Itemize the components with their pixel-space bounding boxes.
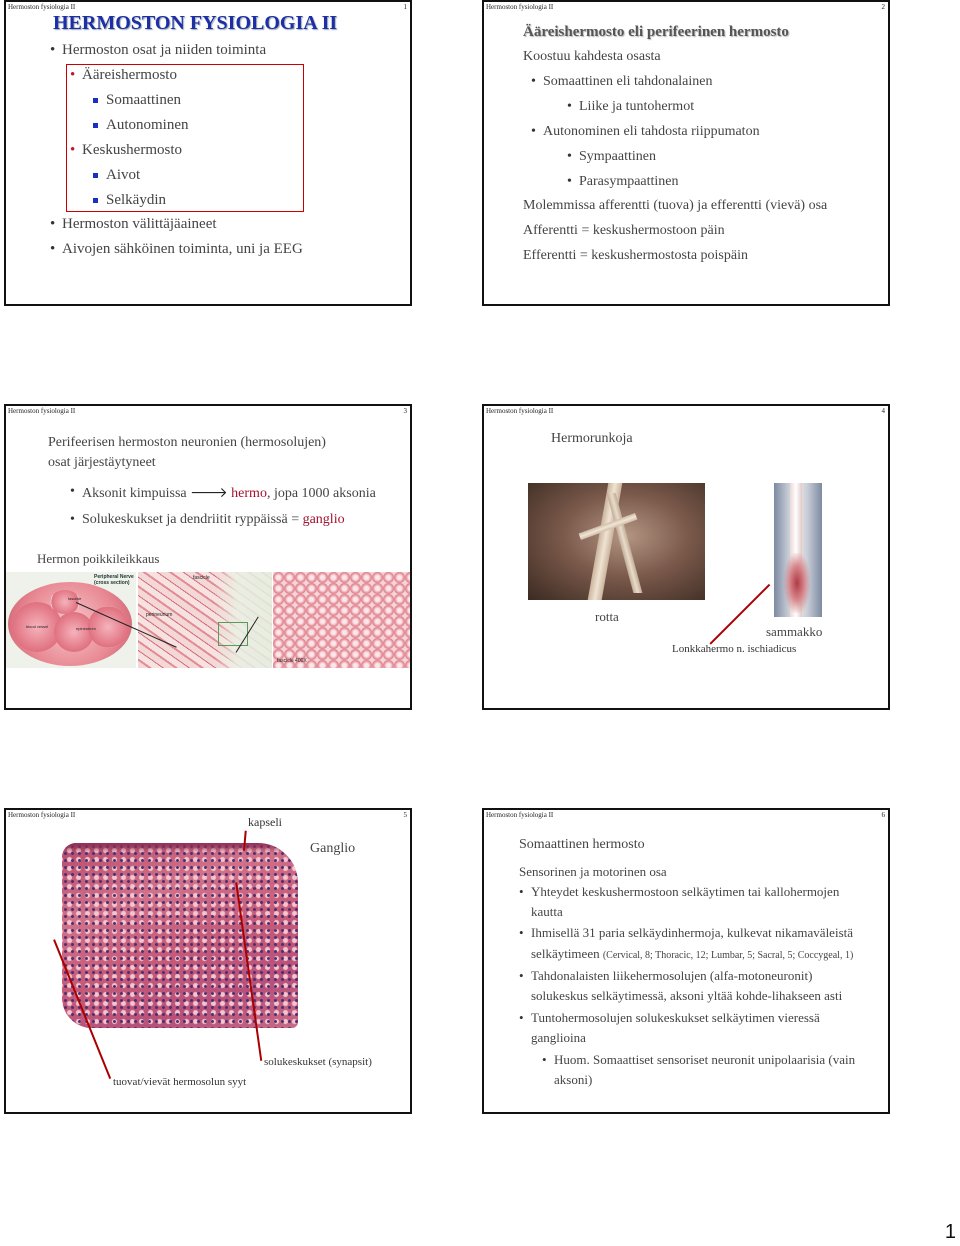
- slide-header: Hermoston fysiologia II: [486, 3, 554, 11]
- bullet: • Hermoston osat ja niiden toiminta: [62, 42, 266, 59]
- label-capsule: kapseli: [248, 815, 282, 829]
- label-cells: solukeskukset (synapsit): [264, 1056, 372, 1068]
- slide-header: Hermoston fysiologia II: [486, 407, 554, 415]
- label-frog: sammakko: [766, 624, 823, 639]
- bullet-continuation: kautta: [531, 904, 563, 919]
- slide-title: Ganglio: [310, 841, 356, 856]
- slide-4: [482, 404, 890, 710]
- bullet: • Ihmisellä 31 paria selkäydinhermoja, kulkevat nikamaväleistä: [531, 925, 853, 941]
- image-caption: Lonkkahermo n. ischiadicus: [672, 643, 797, 655]
- pointer-line: [709, 584, 769, 644]
- slide-1: [4, 0, 412, 306]
- ganglion-histology-image: [62, 843, 298, 1028]
- slide-6: [482, 808, 890, 1114]
- slide-number: 6: [881, 811, 885, 819]
- bullet-text: Aksonit kimpuissa: [82, 486, 191, 501]
- frog-nerve-photo: [774, 483, 822, 617]
- figure-label: fascicle: [193, 575, 210, 581]
- bullet: Aivot: [106, 167, 141, 183]
- fascicle-histology-image: [138, 572, 272, 668]
- slide-title-line2: osat järjestäytyneet: [48, 455, 156, 470]
- arrow-icon: 🡒: [190, 486, 228, 501]
- figure-label: blood vessel: [26, 624, 49, 629]
- bullet-text: selkäytimeen: [531, 946, 600, 961]
- slide-title: HERMOSTON FYSIOLOGIA II: [53, 12, 338, 34]
- rat-nerve-photo: [528, 483, 705, 600]
- bullet: Autonominen: [106, 117, 189, 133]
- figure-label: epineurium: [76, 626, 96, 631]
- slide-title: Somaattinen hermosto: [519, 837, 645, 852]
- bullet: • Sympaattinen: [579, 149, 656, 165]
- figure-label: fascicle: [68, 596, 82, 601]
- bullet: • Ääreishermosto: [82, 67, 177, 84]
- bullet: • Somaattinen eli tahdonalainen: [543, 74, 713, 90]
- figure-caption: Hermon poikkileikkaus: [37, 551, 160, 566]
- subtitle: Sensorinen ja motorinen osa: [519, 864, 667, 879]
- slide-header: Hermoston fysiologia II: [8, 407, 76, 415]
- slide-2: [482, 0, 890, 306]
- slide-number: 5: [403, 811, 407, 819]
- bullet: Somaattinen: [106, 92, 181, 108]
- bullet: [82, 484, 376, 502]
- slide-number: 4: [881, 407, 885, 415]
- text-line: Efferentti = keskushermostosta poispäin: [523, 248, 748, 263]
- bullet: • Tuntohermosolujen solukeskukset selkäytimen vieressä: [531, 1010, 820, 1026]
- slide-title: Hermorunkoja: [551, 431, 633, 446]
- slide-header: Hermoston fysiologia II: [486, 811, 554, 819]
- slide-header: Hermoston fysiologia II: [8, 811, 76, 819]
- highlight-term: hermo: [231, 486, 267, 501]
- bullet-continuation: ganglioina: [531, 1030, 586, 1045]
- figure-label: fascicle 400X: [277, 658, 307, 664]
- text-line: Koostuu kahdesta osasta: [523, 49, 661, 64]
- slide-5: [4, 808, 412, 1114]
- bullet: Selkäydin: [106, 192, 166, 208]
- slide-title-line1: Perifeerisen hermoston neuronien (hermosolujen): [48, 435, 326, 450]
- slide-number: 1: [403, 3, 407, 11]
- bullet: • Autonominen eli tahdosta riippumaton: [543, 124, 760, 140]
- bullet-text: , jopa 1000 aksonia: [266, 486, 376, 501]
- highlight-term: ganglio: [302, 512, 345, 527]
- label-rat: rotta: [595, 609, 619, 624]
- bullet-text: Solukeskukset ja dendriitit ryppäissä =: [82, 512, 303, 527]
- bullet-note: (Cervical, 8; Thoracic, 12; Lumbar, 5; Sacral, 5; Coccygeal, 1): [602, 950, 854, 961]
- bullet: • Hermoston välittäjäaineet: [62, 216, 217, 233]
- text-line: Afferentti = keskushermostoon päin: [523, 223, 725, 238]
- figure-heading: Peripheral Nerve (cross section): [94, 574, 134, 586]
- bullet: [82, 512, 345, 528]
- page-number: 1: [944, 1221, 956, 1243]
- figure-label: perineurium: [146, 612, 173, 618]
- slide-3: [4, 404, 412, 710]
- bullet: • Huom. Somaattiset sensoriset neuronit unipolaarisia (vain: [554, 1052, 855, 1068]
- bullet: • Keskushermosto: [82, 142, 182, 159]
- slide-number: 3: [403, 407, 407, 415]
- bullet: • Aivojen sähköinen toiminta, uni ja EEG: [62, 241, 303, 258]
- bullet: • Yhteydet keskushermostoon selkäytimen tai kallohermojen: [531, 884, 839, 900]
- highlight-box: [66, 64, 304, 212]
- bullet-continuation: aksoni): [554, 1072, 593, 1087]
- bullet: • Liike ja tuntohermot: [579, 99, 694, 115]
- fascicle-400x-image: [273, 572, 410, 668]
- bullet: • Tahdonalaisten liikehermosolujen (alfa-motoneuronit): [531, 968, 812, 984]
- bullet-continuation: [531, 946, 853, 962]
- slide-title: Ääreishermosto eli perifeerinen hermosto: [523, 24, 789, 40]
- slide-header: Hermoston fysiologia II: [8, 3, 76, 11]
- text-line: Molemmissa afferentti (tuova) ja efferentti (vievä) osa: [523, 198, 828, 213]
- label-axons: tuovat/vievät hermosolun syyt: [113, 1076, 247, 1088]
- bullet-continuation: solukeskus selkäytimessä, aksoni yltää kohde-lihakseen asti: [531, 988, 843, 1003]
- bullet: • Parasympaattinen: [579, 174, 679, 190]
- slide-number: 2: [881, 3, 885, 11]
